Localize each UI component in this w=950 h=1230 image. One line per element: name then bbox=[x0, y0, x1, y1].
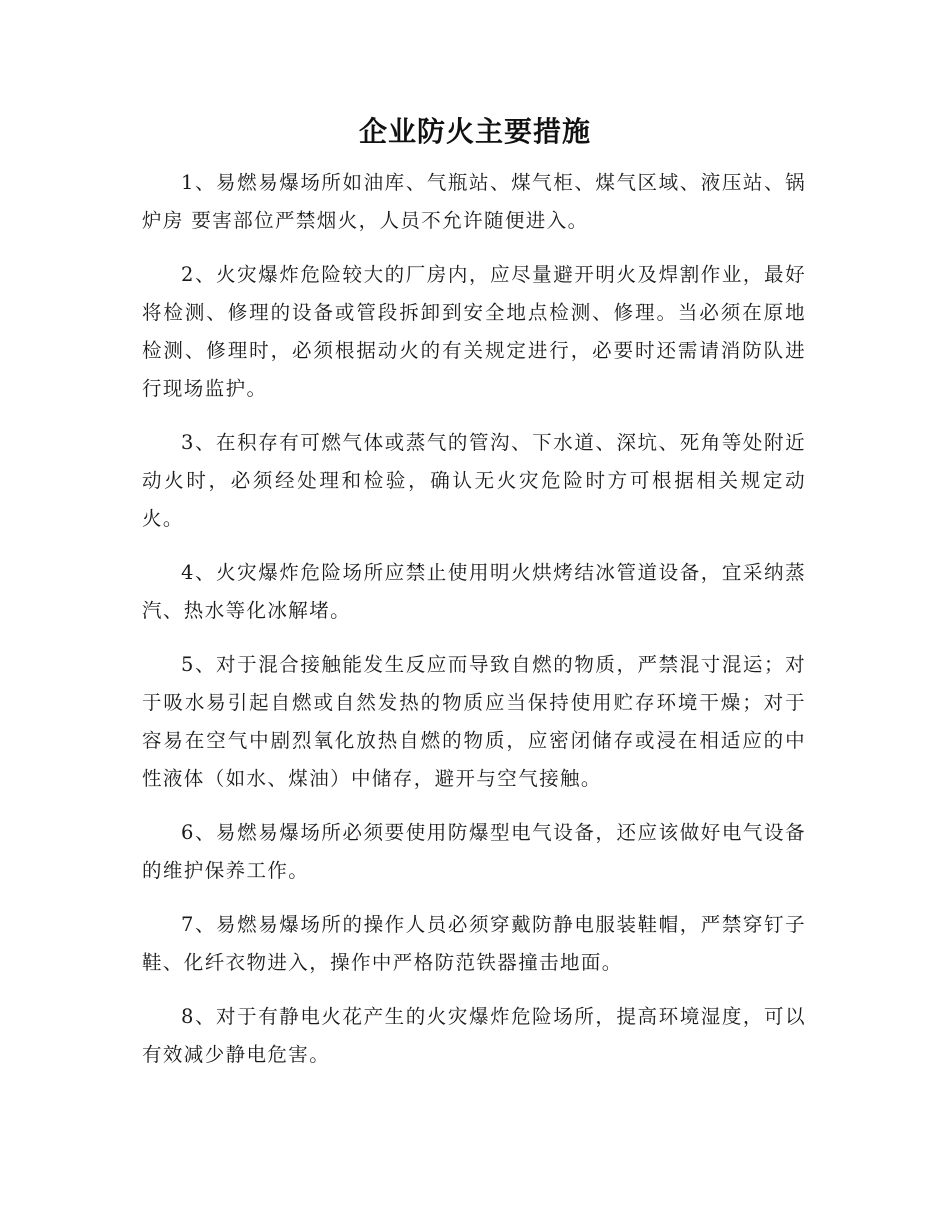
paragraph-7: 7、易燃易爆场所的操作人员必须穿戴防静电服装鞋帽，严禁穿钉子鞋、化纤衣物进入，操作中严格防范铁器撞击地面。 bbox=[142, 913, 806, 974]
paragraph-8: 8、对于有静电火花产生的火灾爆炸危险场所，提高环境湿度，可以有效减少静电危害。 bbox=[142, 1005, 806, 1066]
document-body bbox=[142, 164, 806, 1090]
document-title: 企业防火主要措施 bbox=[358, 115, 591, 148]
paragraph-4: 4、火灾爆炸危险场所应禁止使用明火烘烤结冰管道设备，宜采纳蒸汽、热水等化冰解堵。 bbox=[142, 561, 806, 622]
paragraph-5: 5、对于混合接触能发生反应而导致自燃的物质，严禁混寸混运；对于吸水易引起自燃或自然发热的物质应当保持使用贮存环境干燥；对于容易在空气中剧烈氧化放热自燃的物质，应密闭储存或浸在相适应的中性液体（如水、煤油）中储存，避开与空气接触。 bbox=[142, 653, 806, 790]
paragraph-3: 3、在积存有可燃气体或蒸气的管沟、下水道、深坑、死角等处附近动火时，必须经处理和检验，确认无火灾危险时方可根据相关规定动火。 bbox=[142, 431, 806, 530]
paragraph-6: 6、易燃易爆场所必须要使用防爆型电气设备，还应该做好电气设备的维护保养工作。 bbox=[142, 821, 806, 882]
paragraph-1: 1、易燃易爆场所如油库、气瓶站、煤气柜、煤气区域、液压站、锅炉房 要害部位严禁烟火，人员不允许随便进入。 bbox=[142, 171, 806, 232]
paragraph-2: 2、火灾爆炸危险较大的厂房内，应尽量避开明火及焊割作业，最好将检测、修理的设备或管段拆卸到安全地点检测、修理。当必须在原地检测、修理时，必须根据动火的有关规定进行，必要时还需请消防队进行现场监护。 bbox=[142, 263, 806, 400]
